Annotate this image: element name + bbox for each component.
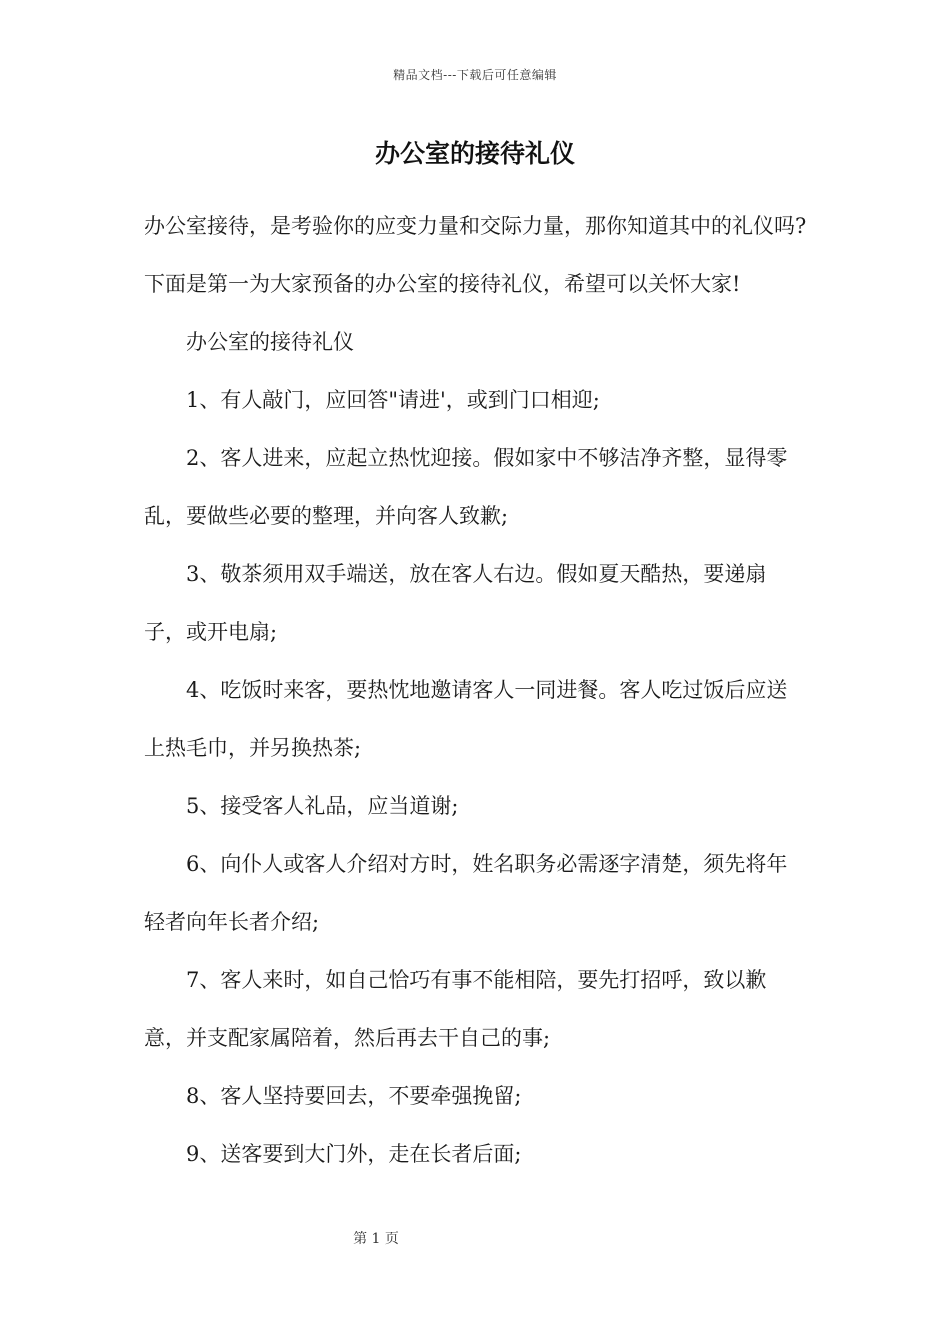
list-item: 7、客人来时，如自己恰巧有事不能相陪，要先打招呼，致以歉意，并支配家属陪着，然后再去干自己的事;	[144, 968, 767, 1050]
list-item: 3、敬茶须用双手端送，放在客人右边。假如夏天酷热，要递扇子，或开电扇;	[144, 562, 767, 644]
section-heading: 办公室的接待礼仪	[186, 330, 354, 354]
page-header: 精品文档---下载后可任意编辑	[393, 68, 557, 82]
list-item: 5、接受客人礼品，应当道谢;	[186, 794, 459, 818]
list-item: 2、客人进来，应起立热忱迎接。假如家中不够洁净齐整，显得零乱，要做些必要的整理，并向客人致歉;	[144, 446, 788, 528]
list-item: 6、向仆人或客人介绍对方时，姓名职务必需逐字清楚，须先将年轻者向年长者介绍;	[144, 852, 788, 934]
intro-paragraph: 办公室接待，是考验你的应变力量和交际力量，那你知道其中的礼仪吗?下面是第一为大家预备的办公室的接待礼仪，希望可以关怀大家!	[144, 214, 807, 296]
list-item: 8、客人坚持要回去，不要牵强挽留;	[186, 1084, 522, 1108]
list-item: 4、吃饭时来客，要热忱地邀请客人一同进餐。客人吃过饭后应送上热毛巾，并另换热茶;	[144, 678, 788, 760]
document-body	[144, 197, 808, 1183]
document-title: 办公室的接待礼仪	[374, 139, 575, 168]
page-number: 第 1 页	[353, 1231, 399, 1247]
list-item: 1、有人敲门，应回答"请进'，或到门口相迎;	[186, 388, 600, 412]
list-item: 9、送客要到大门外，走在长者后面;	[186, 1142, 522, 1166]
